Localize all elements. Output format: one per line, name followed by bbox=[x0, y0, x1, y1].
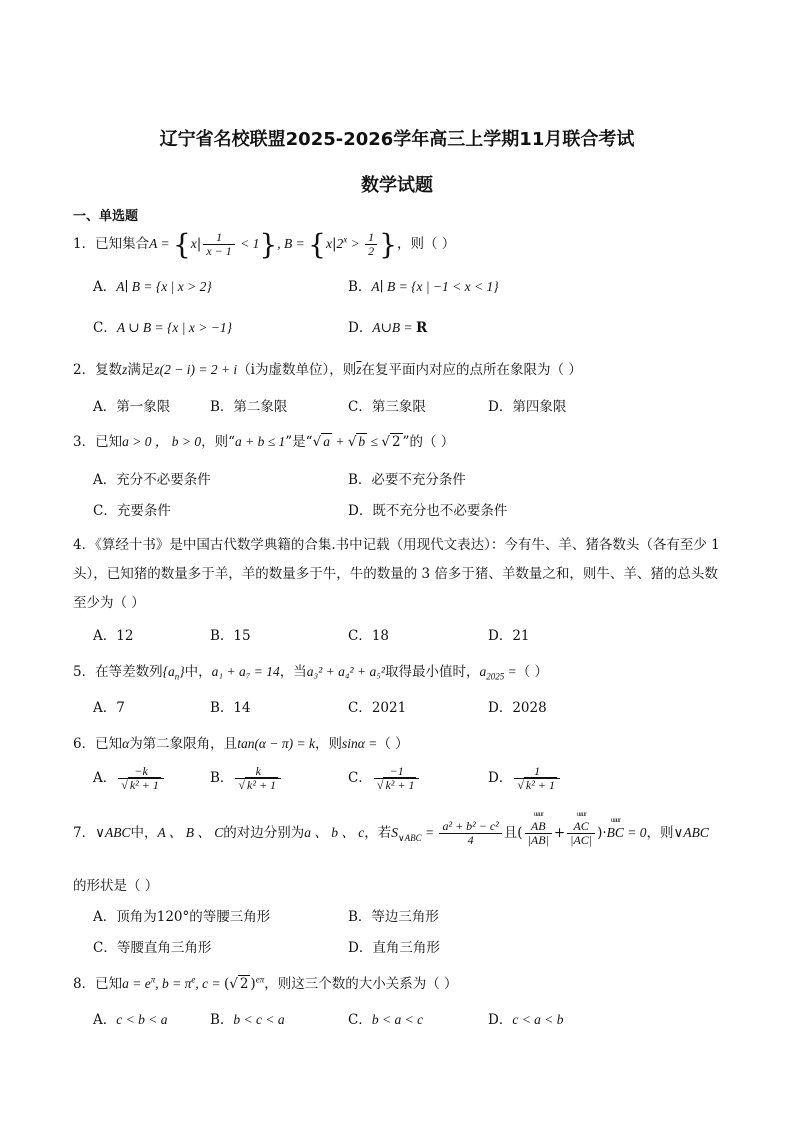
option-1a[interactable]: A．A∣ B = {x | x > 2} bbox=[93, 279, 212, 295]
question-6-stem: 6．已知α为第二象限角，且tan(α − π) = k，则sinα =（ ） bbox=[73, 736, 409, 752]
option-3b[interactable]: B．必要不充分条件 bbox=[348, 472, 466, 488]
option-7b[interactable]: B．等边三角形 bbox=[348, 909, 439, 925]
option-3a[interactable]: A．充分不必要条件 bbox=[93, 472, 211, 488]
option-2d[interactable]: D．第四象限 bbox=[488, 399, 567, 415]
question-5-stem: 5．在等差数列$\{a_n\}$中，a₁ + a₇ = 14，当a₃² + a₄² + a₅²取得最小值时，$a_{2025}$ =（ ） bbox=[73, 664, 549, 682]
option-8d[interactable]: D．c < a < b bbox=[488, 1012, 564, 1028]
exam-subtitle: 数学试题 bbox=[361, 175, 433, 196]
section-heading: 一、单选题 bbox=[73, 209, 139, 224]
option-8b[interactable]: B．b < c < a bbox=[210, 1012, 285, 1028]
exam-title: 辽宁省名校联盟2025-2026学年高三上学期11月联合考试 bbox=[159, 129, 635, 150]
option-2b[interactable]: B．第二象限 bbox=[210, 399, 288, 415]
option-7c[interactable]: C．等腰直角三角形 bbox=[93, 940, 212, 956]
option-8c[interactable]: C．b < a < c bbox=[348, 1012, 424, 1028]
question-7-stem: 7．∨ABC中，A 、 B 、 C的对边分别为a 、 b 、 c，若$S_{\vee ABC}$ = $\frac{\text{a² + b² − c²}}{4}$ 且( uuur $\frac{AB}{|AB|}$ + uuur $\frac{AC}{|AC|}$ )·uuur BC = 0，则∨ABC bbox=[73, 820, 709, 847]
option-3d[interactable]: D．既不充分也不必要条件 bbox=[348, 503, 508, 519]
option-2c[interactable]: C．第三象限 bbox=[348, 399, 426, 415]
option-4d[interactable]: D．21 bbox=[488, 628, 530, 644]
question-7-line2: 的形状是（ ） bbox=[73, 878, 159, 894]
option-1c[interactable]: C．A ∪ B = {x | x > −1} bbox=[93, 320, 232, 336]
option-7d[interactable]: D．直角三角形 bbox=[348, 940, 440, 956]
option-8a[interactable]: A．c < b < a bbox=[93, 1012, 168, 1028]
question-2-stem: 2．复数z满足z(2 − i) = 2 + i（i为虚数单位），则$\overline{z}$在复平面内对应的点所在象限为（ ） bbox=[73, 362, 582, 378]
option-5d[interactable]: D．2028 bbox=[488, 700, 547, 716]
option-2a[interactable]: A．第一象限 bbox=[93, 399, 171, 415]
option-1b[interactable]: B．A∣ B = {x | −1 < x < 1} bbox=[348, 279, 499, 295]
option-5b[interactable]: B．14 bbox=[210, 700, 251, 716]
question-8-stem: 8．已知$a = e^\pi$, $b = \pi^e$, c = (√ 2 )$^{e\pi}$，则这三个数的大小关系为（ ） bbox=[73, 974, 458, 992]
option-4c[interactable]: C．18 bbox=[348, 628, 390, 644]
option-7a[interactable]: A．顶角为120°的等腰三角形 bbox=[93, 909, 271, 925]
option-4a[interactable]: A．12 bbox=[93, 628, 134, 644]
question-3-stem: 3．已知a > 0 ， b > 0，则“a + b ≤ 1”是“√ a + √ b ≤ √ 2 ”的（ ） bbox=[73, 434, 455, 450]
option-5c[interactable]: C．2021 bbox=[348, 700, 407, 716]
option-6b[interactable]: B． $\frac{k}{\text{√ k² + 1}}$ bbox=[210, 765, 283, 792]
option-6a[interactable]: A． $\frac{-k}{\text{√ k² + 1}}$ bbox=[93, 765, 166, 792]
option-6c[interactable]: C． $\frac{-1}{\text{√ k² + 1}}$ bbox=[348, 765, 421, 792]
option-3c[interactable]: C．充要条件 bbox=[93, 503, 171, 519]
option-1d[interactable]: D．A∪B = R bbox=[348, 320, 428, 336]
option-6d[interactable]: D． $\frac{1}{\text{√ k² + 1}}$ bbox=[488, 765, 562, 792]
question-1-stem: 1．已知集合A = {x| $\frac{1}{x - 1}$ < 1}, $B = \{x|2^x$ > $\frac{1}{2}$ }，则（ ） bbox=[73, 228, 456, 261]
question-4-stem: 4．《算经十书》是中国古代数学典籍的合集.书中记载（用现代文表达）：今有牛、羊、猪各数头（各有至少 1头），已知猪的数量多于羊，羊的数量多于牛，牛的数量的 3 倍多于猪、羊数量之和，则牛、羊、猪的总头数至少为（ ） bbox=[73, 537, 720, 611]
fraction: $\frac{1}{x - 1}$ bbox=[203, 231, 234, 258]
fraction: $\frac{1}{2}$ bbox=[365, 231, 377, 258]
option-4b[interactable]: B．15 bbox=[210, 628, 251, 644]
option-5a[interactable]: A．7 bbox=[93, 700, 125, 716]
